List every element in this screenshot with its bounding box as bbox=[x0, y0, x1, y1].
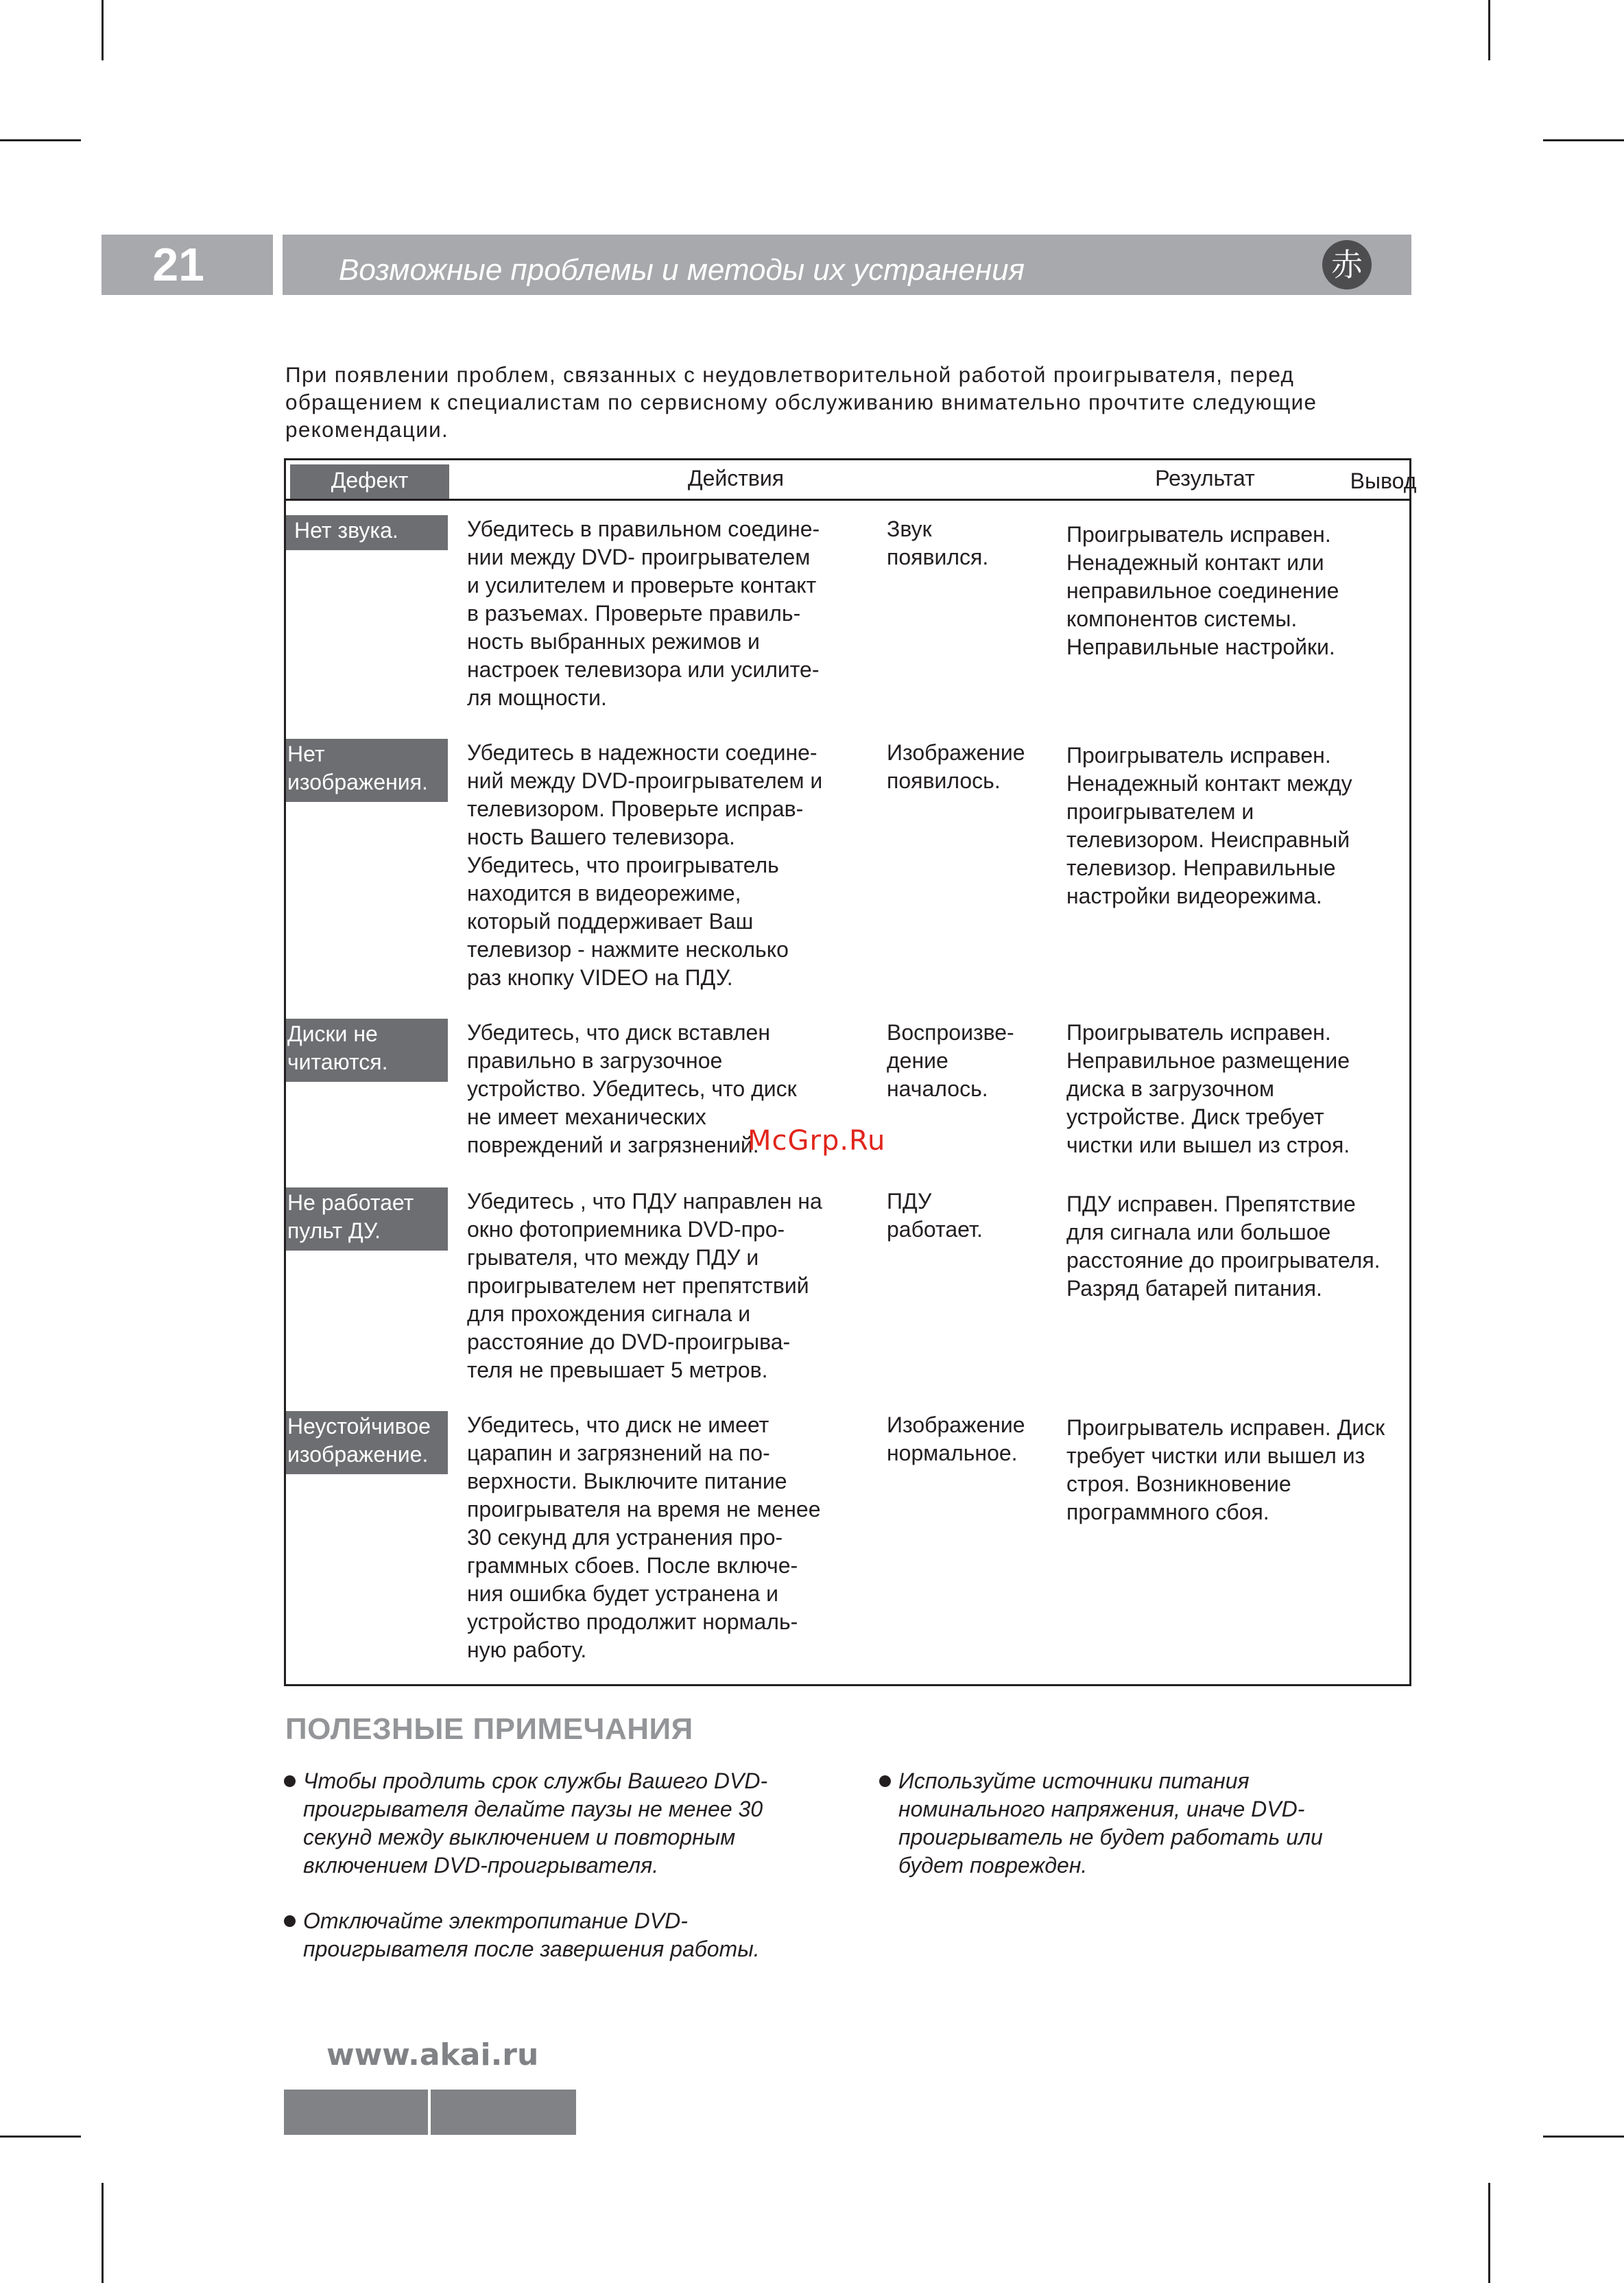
troubleshooting-table bbox=[284, 458, 1417, 1686]
header-divider bbox=[286, 499, 1409, 501]
defect-cell: Диски не читаются. bbox=[286, 1019, 448, 1082]
note-item bbox=[303, 1907, 824, 1963]
conclusion-cell: Проигрыватель исправен. Ненадежный контакт между проигрывателем и телевизором. Неисправный телевизор. Неправильные настройки видеорежима. bbox=[1066, 743, 1352, 908]
column-header-defect: Дефект bbox=[290, 464, 449, 499]
watermark: McGrp.Ru bbox=[748, 1125, 886, 1157]
action-cell: Убедитесь в надежности соедине- ний между DVD-проигрывателем и телевизором. Проверьте исправ- ность Вашего телевизора. Убедитесь, что проигрыватель находится в видеорежиме, который поддерживает Ваш телевизор - нажмите несколько раз кнопку VIDEO на ПДУ. bbox=[467, 740, 823, 990]
bullet-icon bbox=[284, 1915, 296, 1927]
defect-cell: Не работает пульт ДУ. bbox=[286, 1187, 448, 1251]
note-item bbox=[898, 1767, 1420, 1880]
bullet-icon bbox=[879, 1775, 891, 1787]
bullet-icon bbox=[284, 1775, 296, 1787]
conclusion-cell: Проигрыватель исправен. Ненадежный контакт или неправильное соединение компонентов системы. Неправильные настройки. bbox=[1066, 522, 1339, 659]
notes-heading: ПОЛЕЗНЫЕ ПРИМЕЧАНИЯ bbox=[285, 1712, 693, 1746]
crop-mark bbox=[1488, 0, 1490, 60]
action-cell: Убедитесь в правильном соедине- нии между DVD- проигрывателем и усилителем и проверьте контакт в разъемах. Проверьте правиль- ность выбранных режимов и настроек телевизора или усилите- ля мощности. bbox=[467, 517, 820, 710]
crop-mark bbox=[102, 2183, 104, 2283]
note-text: Отключайте электропитание DVD- проигрывателя после завершения работы. bbox=[303, 1908, 760, 1961]
result-cell: Звук появился. bbox=[887, 517, 989, 569]
defect-cell: Нет изображения. bbox=[286, 739, 448, 802]
result-cell: Изображение нормальное. bbox=[887, 1412, 1025, 1465]
page-title: Возможные проблемы и методы их устранения bbox=[339, 253, 1025, 287]
defect-cell: Нет звука. bbox=[286, 515, 448, 550]
conclusion-cell: ПДУ исправен. Препятствие для сигнала или большое расстояние до проигрывателя. Разряд батарей питания. bbox=[1066, 1192, 1381, 1301]
akai-logo-icon: 赤 bbox=[1322, 240, 1372, 289]
result-cell: Изображение появилось. bbox=[887, 740, 1025, 793]
action-cell: Убедитесь , что ПДУ направлен на окно фотоприемника DVD-про- грывателя, что между ПДУ и проигрывателем нет препятствий для прохождения сигнала и расстояние до DVD-проигрыва- теля не превышает 5 метров. bbox=[467, 1189, 822, 1382]
crop-mark bbox=[1543, 2136, 1624, 2138]
footer-bar bbox=[431, 2090, 576, 2135]
intro-paragraph: При появлении проблем, связанных с неудовлетворительной работой проигрывателя, перед обращением к специалистам по сервисному обслуживанию внимательно прочтите следующие рекомендации. bbox=[285, 362, 1317, 442]
crop-mark bbox=[0, 2136, 81, 2138]
note-text: Используйте источники питания номинального напряжения, иначе DVD- проигрыватель не будет работать или будет поврежден. bbox=[898, 1769, 1323, 1878]
defect-cell: Неустойчивое изображение. bbox=[286, 1411, 448, 1474]
action-cell: Убедитесь, что диск вставлен правильно в загрузочное устройство. Убедитесь, что диск не имеет механических повреждений и загрязнений. bbox=[467, 1020, 797, 1157]
result-cell: ПДУ работает. bbox=[887, 1189, 983, 1242]
page-title-bar bbox=[283, 235, 1411, 295]
page-number: 21 bbox=[152, 239, 204, 291]
column-header-actions: Действия bbox=[687, 466, 785, 490]
crop-mark bbox=[1543, 139, 1624, 141]
crop-mark bbox=[1488, 2183, 1490, 2283]
note-item bbox=[303, 1767, 824, 1880]
page-number-box bbox=[102, 235, 273, 295]
crop-mark bbox=[102, 0, 104, 60]
column-header-conclusion: Вывод bbox=[1350, 469, 1417, 493]
note-text: Чтобы продлить срок службы Вашего DVD- проигрывателя делайте паузы не менее 30 секунд между выключением и повторным включением DVD-проигрывателя. bbox=[303, 1769, 768, 1878]
footer-bar bbox=[284, 2090, 428, 2135]
conclusion-cell: Проигрыватель исправен. Неправильное размещение диска в загрузочном устройстве. Диск требует чистки или вышел из строя. bbox=[1066, 1020, 1350, 1157]
website-link[interactable]: www.akai.ru bbox=[326, 2037, 539, 2072]
result-cell: Воспроизве- дение началось. bbox=[887, 1020, 1014, 1101]
crop-mark bbox=[0, 139, 81, 141]
conclusion-cell: Проигрыватель исправен. Диск требует чистки или вышел из строя. Возникновение программного сбоя. bbox=[1066, 1415, 1385, 1524]
action-cell: Убедитесь, что диск не имеет царапин и загрязнений на по- верхности. Выключите питание проигрывателя на время не менее 30 секунд для устранения про- граммных сбоев. После включе- ния ошибка будет устранена и устройство продолжит нормаль- ную работу. bbox=[467, 1412, 821, 1662]
column-header-result: Результат bbox=[1155, 466, 1255, 490]
